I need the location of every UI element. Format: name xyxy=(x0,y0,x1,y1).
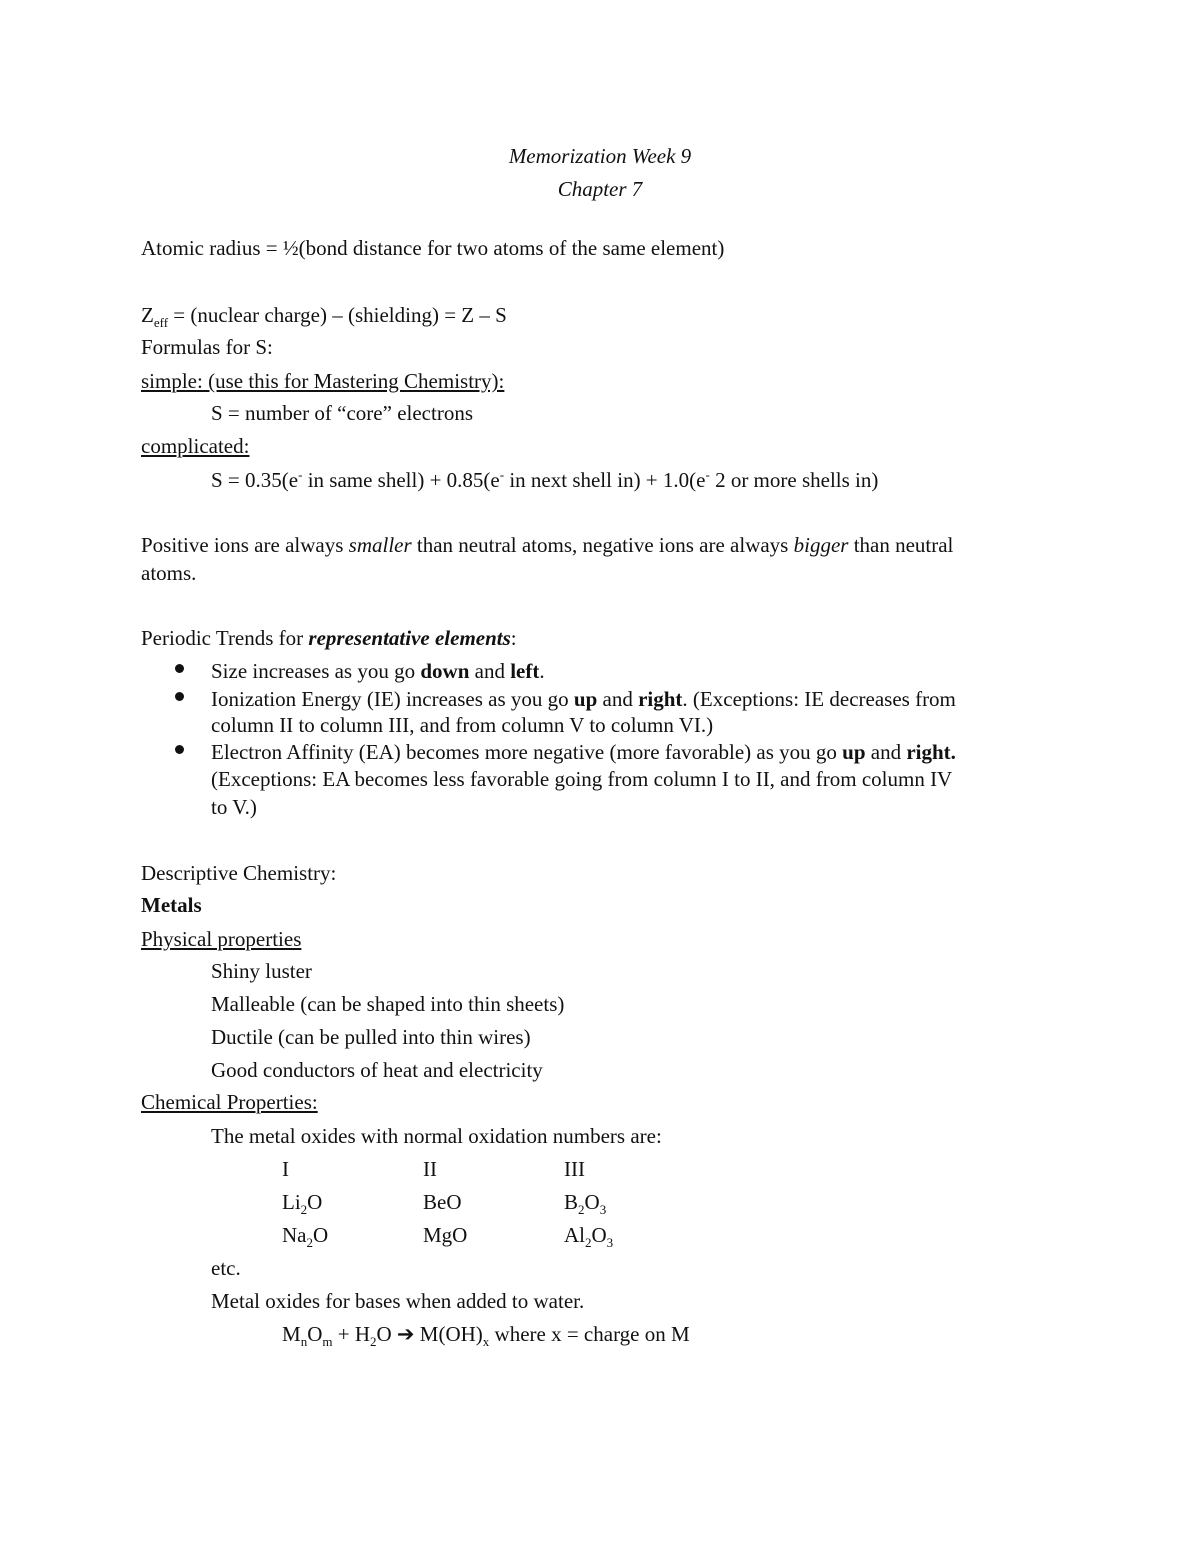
periodic-trends-heading: Periodic Trends for representative elements: xyxy=(141,626,517,650)
simple-formula: S = number of “core” electrons xyxy=(211,401,473,425)
trend-ionization: Ionization Energy (IE) increases as you go up and right. (Exceptions: IE decreases from xyxy=(211,687,956,711)
physical-property-item: Good conductors of heat and electricity xyxy=(211,1058,543,1082)
physical-properties-heading: Physical properties xyxy=(141,927,302,951)
simple-label: simple: (use this for Mastering Chemistry): xyxy=(141,369,505,393)
complicated-formula: S = 0.35(e- in same shell) + 0.85(e- in next shell in) + 1.0(e- 2 or more shells in) xyxy=(211,467,879,492)
oxide-column-header: I xyxy=(282,1157,289,1181)
oxide-cell: MgO xyxy=(423,1223,468,1247)
oxide-cell: $B_2O_3$ xyxy=(564,1190,607,1218)
bases-text: Metal oxides for bases when added to water. xyxy=(211,1289,585,1313)
physical-property-item: Ductile (can be pulled into thin wires) xyxy=(211,1025,531,1049)
trend-electron-affinity-line3: to V.) xyxy=(211,795,257,819)
bullet-icon xyxy=(175,745,184,754)
chemical-properties-heading: Chemical Properties: xyxy=(141,1090,318,1114)
ions-paragraph-line2: atoms. xyxy=(141,561,197,585)
oxide-cell: $Al_2O_3$ xyxy=(564,1223,614,1251)
oxide-column-header: II xyxy=(423,1157,437,1181)
document-title: Memorization Week 9 xyxy=(508,144,692,168)
physical-property-item: Shiny luster xyxy=(211,959,312,983)
ions-paragraph: Positive ions are always smaller than neutral atoms, negative ions are always bigger than neutral xyxy=(141,533,954,557)
bullet-icon xyxy=(175,664,184,673)
arrow-icon: ➔ xyxy=(396,1322,415,1346)
oxide-cell: $Na_2O$ xyxy=(282,1223,329,1251)
trend-electron-affinity-line2: (Exceptions: EA becomes less favorable going from column I to II, and from column IV xyxy=(211,767,953,791)
metals-heading: Metals xyxy=(141,893,202,917)
etc-text: etc. xyxy=(211,1256,241,1280)
oxide-cell: $Li_2O$ xyxy=(282,1190,323,1218)
oxide-cell: BeO xyxy=(423,1190,462,1214)
formulas-heading: Formulas for S: xyxy=(141,335,273,359)
trend-ionization-line2: column II to column III, and from column V to column VI.) xyxy=(211,713,714,737)
atomic-radius-definition: Atomic radius = ½(bond distance for two atoms of the same element) xyxy=(141,236,725,260)
oxide-column-header: III xyxy=(564,1157,585,1181)
reaction-equation: $M_nO_m + H_2O$ ➔ $M(OH)_x$ where x = charge on M xyxy=(282,1322,690,1350)
trend-electron-affinity: Electron Affinity (EA) becomes more negative (more favorable) as you go up and right. xyxy=(211,740,956,764)
bullet-icon xyxy=(175,692,184,701)
complicated-label: complicated: xyxy=(141,434,250,458)
trend-size: Size increases as you go down and left. xyxy=(211,659,545,683)
zeff-formula: $Z_{eff}$ = (nuclear charge) – (shielding) = Z – S xyxy=(141,303,507,331)
physical-property-item: Malleable (can be shaped into thin sheets) xyxy=(211,992,565,1016)
descriptive-heading: Descriptive Chemistry: xyxy=(141,861,337,885)
chapter-subtitle: Chapter 7 xyxy=(557,177,643,201)
oxides-intro: The metal oxides with normal oxidation numbers are: xyxy=(211,1124,662,1148)
